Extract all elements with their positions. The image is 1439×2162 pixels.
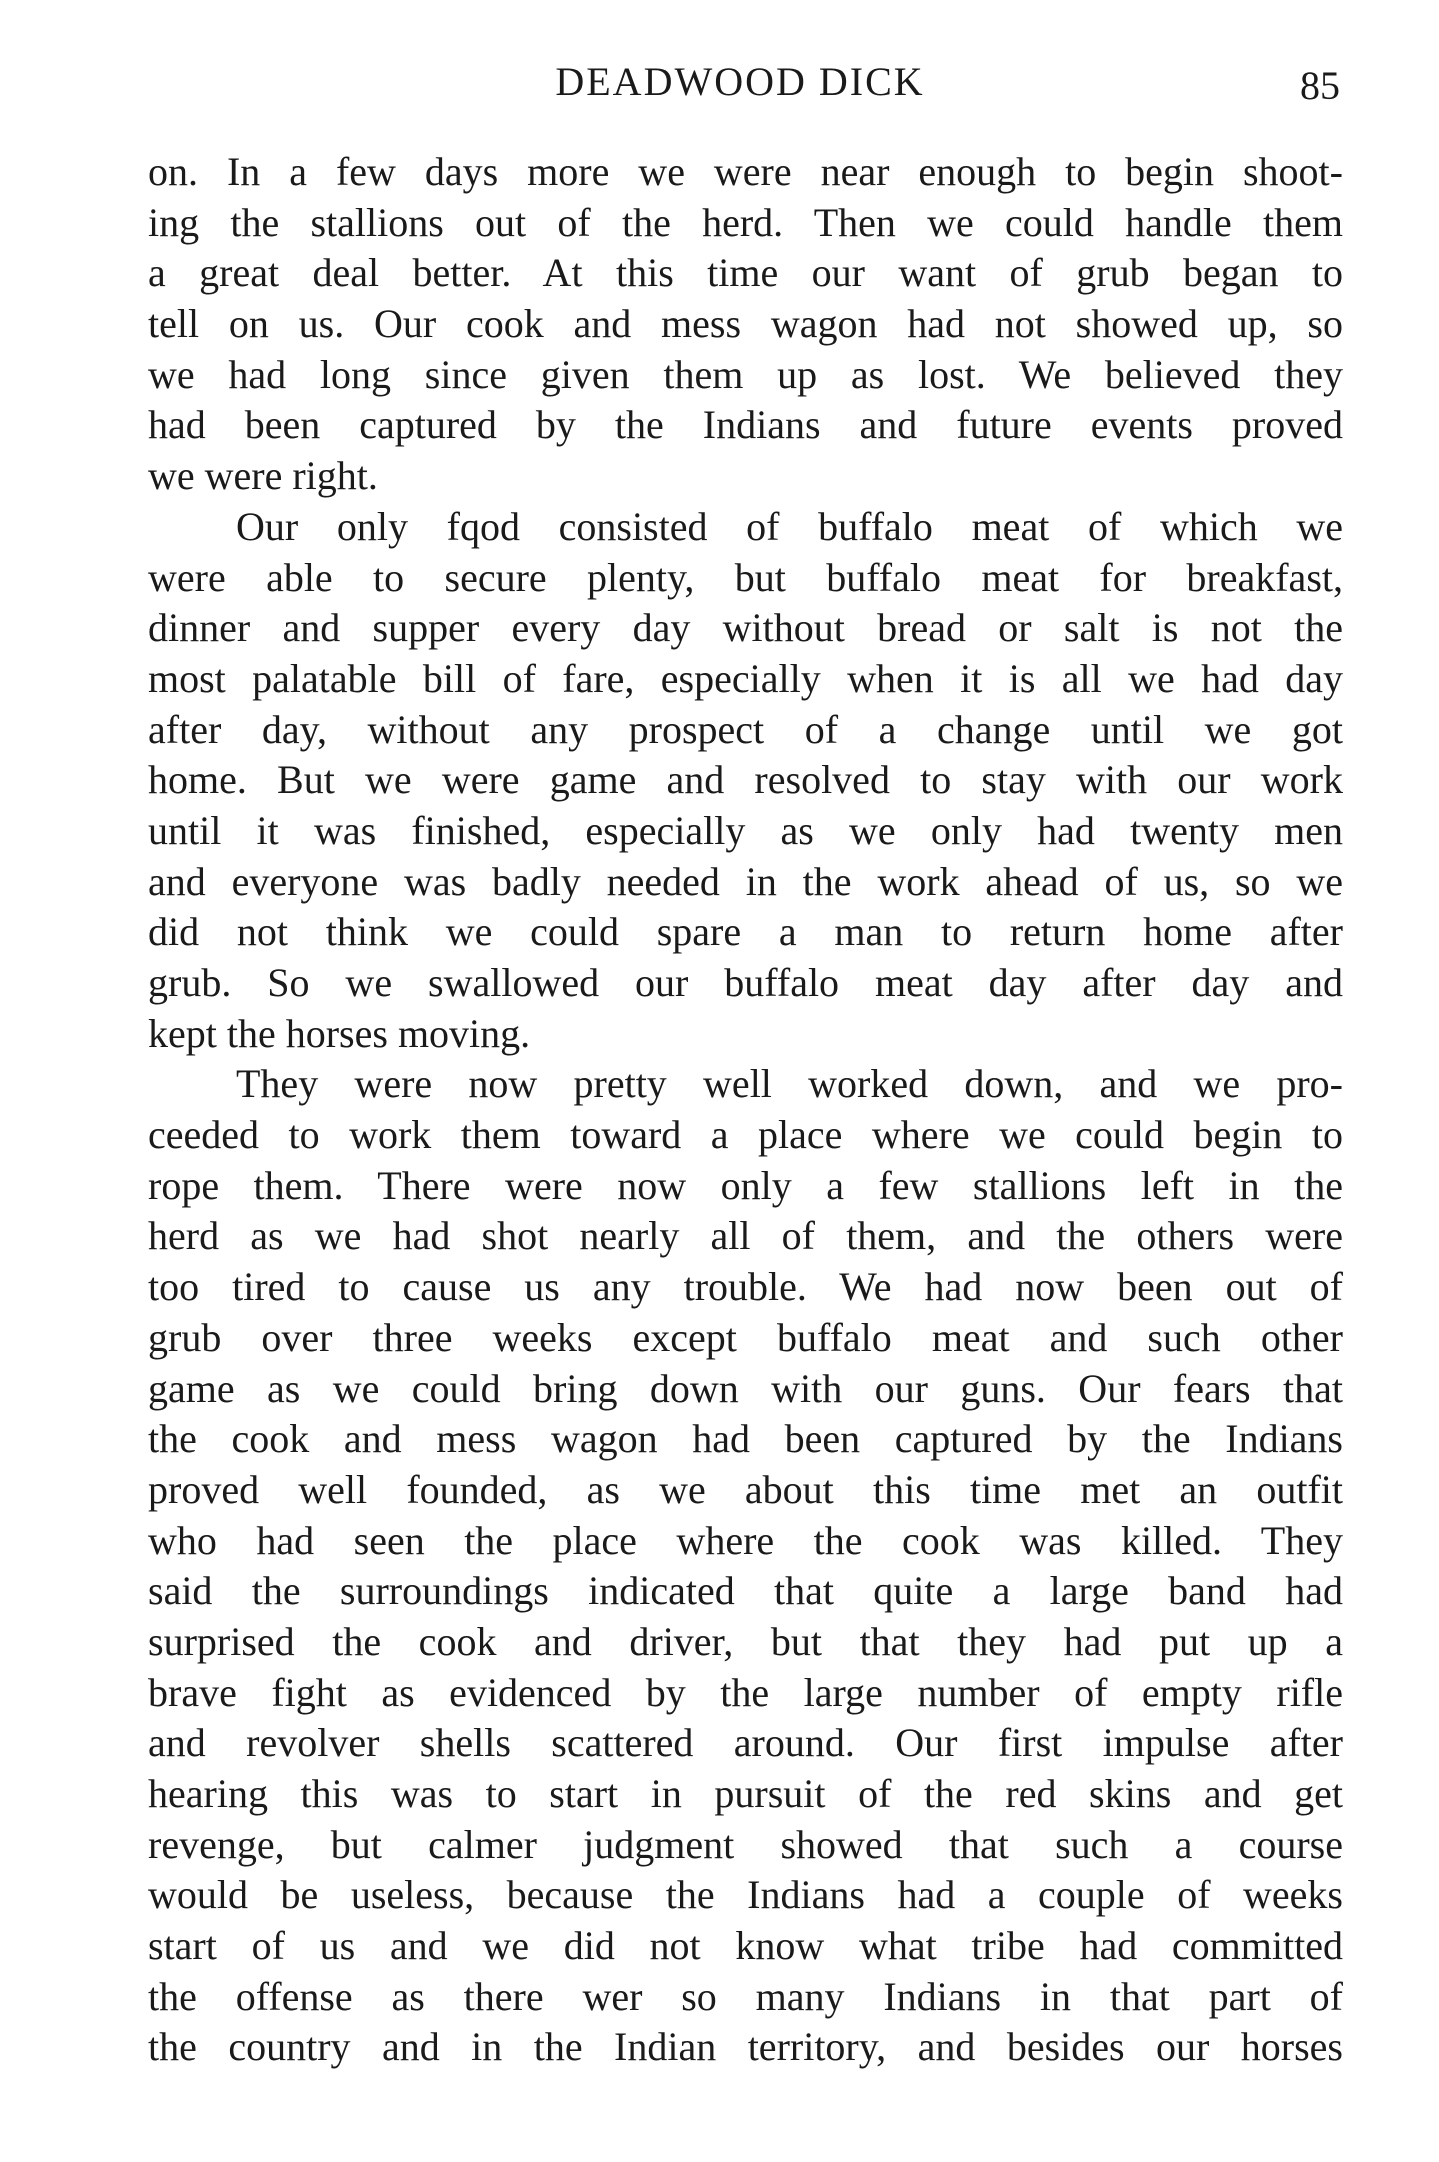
text-line: would be useless, because the Indians had a couple of weeks: [148, 1872, 1343, 1918]
text-line: a great deal better. At this time our want of grub began to: [148, 250, 1343, 296]
text-line: the country and in the Indian territory, and besides our horses: [148, 2024, 1343, 2070]
text-line: too tired to cause us any trouble. We had now been out of: [148, 1264, 1343, 1310]
text-line: who had seen the place where the cook was killed. They: [148, 1517, 1343, 1563]
text-line: proved well founded, as we about this time met an outfit: [148, 1466, 1343, 1512]
text-line: we had long since given them up as lost. We believed they: [148, 351, 1343, 397]
text-line: kept the horses moving.: [148, 1010, 531, 1056]
text-line: ing the stallions out of the herd. Then we could handle them: [148, 199, 1343, 245]
text-line: surprised the cook and driver, but that they had put up a: [148, 1618, 1343, 1664]
text-line: Our only fqod consisted of buffalo meat of which we: [236, 503, 1343, 549]
paragraph: [148, 502, 1343, 1060]
text-line: we were right.: [148, 453, 378, 499]
text-line: dinner and supper every day without bread or salt is not the: [148, 605, 1343, 651]
paragraph: [148, 147, 1343, 502]
text-line: the offense as there wer so many Indians in that part of: [148, 1973, 1343, 2019]
text-line: and everyone was badly needed in the work ahead of us, so we: [148, 858, 1343, 904]
text-line: grub. So we swallowed our buffalo meat day after day and: [148, 960, 1343, 1005]
text-line: home. But we were game and resolved to stay with our work: [148, 757, 1343, 803]
text-line: start of us and we did not know what tribe had committed: [148, 1923, 1343, 1969]
running-head: [140, 58, 1340, 108]
text-line: They were now pretty well worked down, and we pro-: [236, 1061, 1343, 1107]
text-line: the cook and mess wagon had been captured by the Indians: [148, 1416, 1343, 1462]
body-text: [148, 147, 1343, 2073]
text-line: and revolver shells scattered around. Our first impulse after: [148, 1720, 1343, 1766]
text-line: had been captured by the Indians and future events proved: [148, 402, 1343, 448]
page-number: 85: [1300, 63, 1340, 108]
text-line: rope them. There were now only a few stallions left in the: [148, 1162, 1343, 1208]
text-line: did not think we could spare a man to return home after: [148, 909, 1343, 955]
paragraph: [148, 1059, 1343, 2073]
running-title: DEADWOOD DICK: [555, 59, 925, 104]
text-line: on. In a few days more we were near enough to begin shoot-: [148, 149, 1343, 194]
text-line: after day, without any prospect of a change until we got: [148, 706, 1343, 752]
text-line: most palatable bill of fare, especially when it is all we had day: [148, 655, 1343, 701]
text-line: ceeded to work them toward a place where we could begin to: [148, 1112, 1343, 1158]
text-line: herd as we had shot nearly all of them, and the others were: [148, 1213, 1343, 1259]
text-line: revenge, but calmer judgment showed that such a course: [148, 1821, 1343, 1867]
text-line: game as we could bring down with our guns. Our fears that: [148, 1365, 1343, 1411]
text-line: hearing this was to start in pursuit of the red skins and get: [148, 1771, 1343, 1816]
text-line: were able to secure plenty, but buffalo meat for breakfast,: [148, 554, 1343, 600]
text-line: brave fight as evidenced by the large number of empty rifle: [148, 1669, 1343, 1715]
text-line: grub over three weeks except buffalo meat and such other: [148, 1314, 1343, 1360]
text-line: said the surroundings indicated that quite a large band had: [148, 1568, 1343, 1614]
text-line: until it was finished, especially as we only had twenty men: [148, 807, 1343, 853]
text-line: tell on us. Our cook and mess wagon had not showed up, so: [148, 301, 1343, 347]
